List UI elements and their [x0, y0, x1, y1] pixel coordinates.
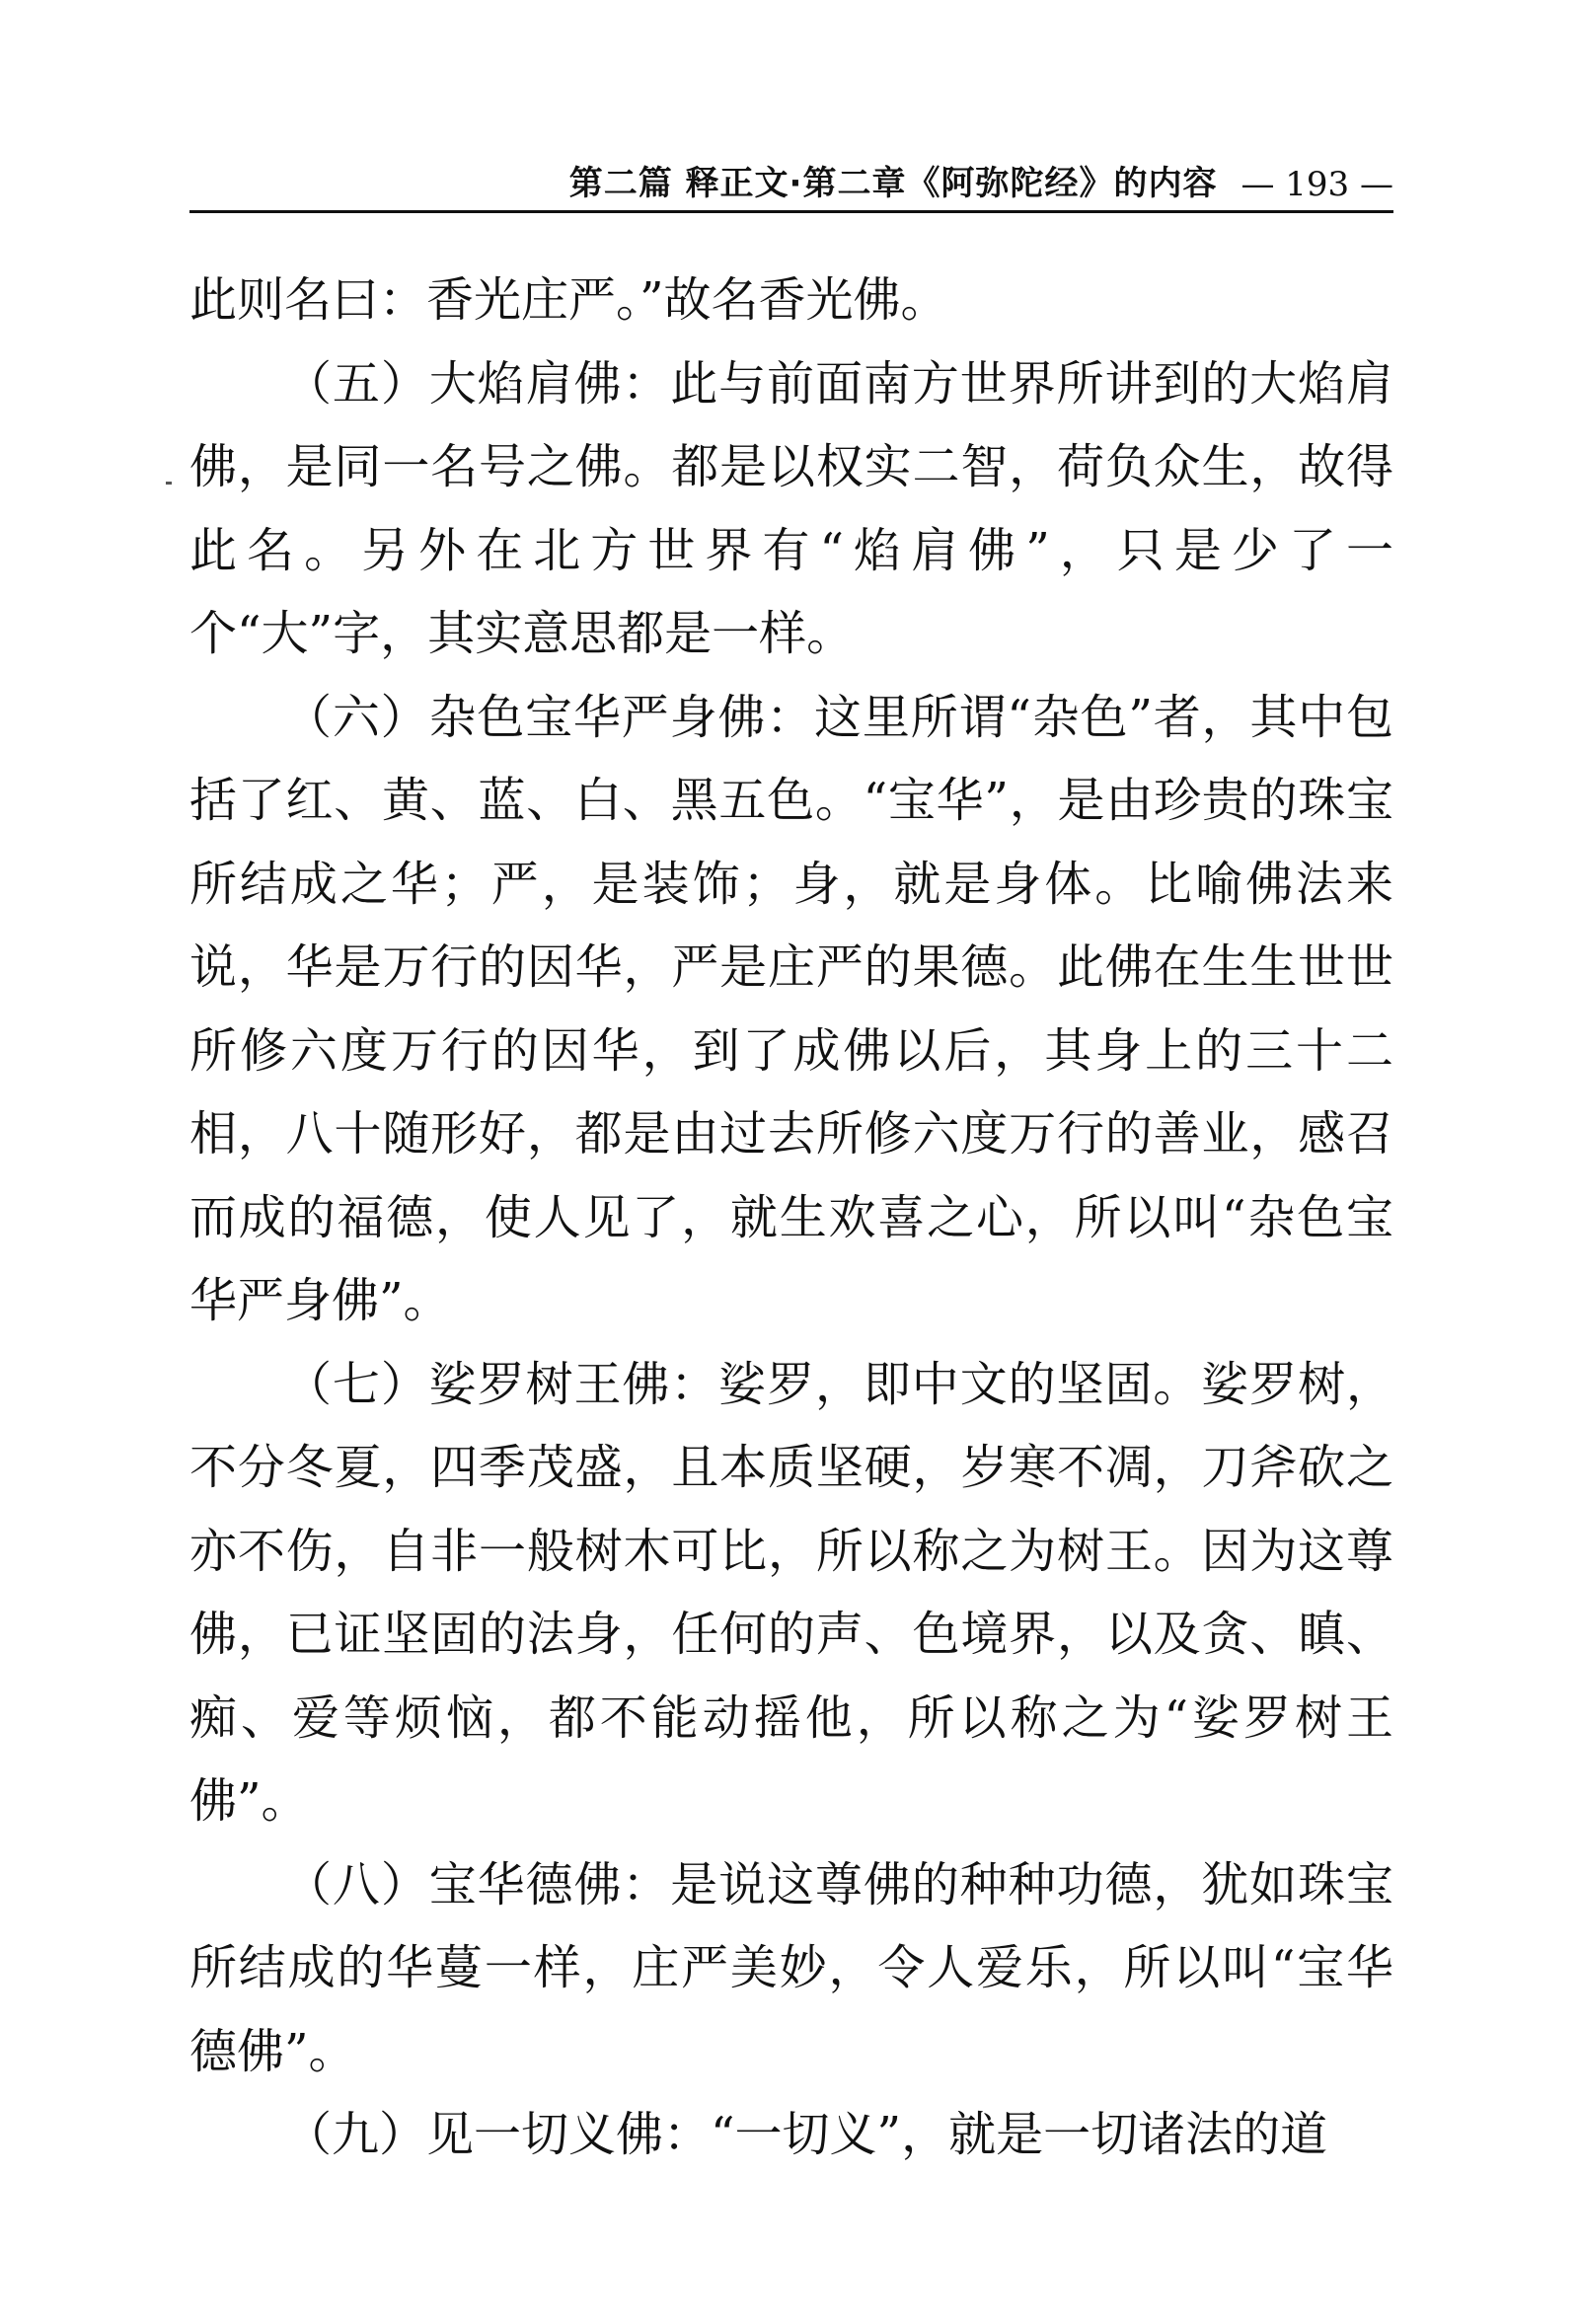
running-header — [189, 158, 1393, 213]
margin-mark — [166, 482, 172, 485]
page-number: — 193 — — [1241, 165, 1393, 204]
paragraph-6: （六）杂色宝华严身佛：这里所谓“杂色”者，其中包括了红、黄、蓝、白、黑五色。“宝华”，是由珍贵的珠宝所结成之华；严，是装饰；身，就是身体。比喻佛法来说，华是万行的因华，严是庄严的果德。此佛在生生世世所修六度万行的因华，到了成佛以后，其身上的三十二相，八十随形好，都是由过去所修六度万行的善业，感召而成的福德，使人见了，就生欢喜之心，所以叫“杂色宝华严身佛”。 — [189, 689, 1393, 1328]
paragraph-9: （九）见一切义佛：“一切义”，就是一切诸法的道 — [284, 2107, 1328, 2162]
paragraph-8: （八）宝华德佛：是说这尊佛的种种功德，犹如珠宝所结成的华蔓一样，庄严美妙，令人爱乐，所以叫“宝华德佛”。 — [189, 1856, 1393, 2079]
body-text — [189, 259, 1393, 2177]
paragraph-5: （五）大焰肩佛：此与前面南方世界所讲到的大焰肩佛，是同一名号之佛。都是以权实二智，荷负众生，故得此名。另外在北方世界有“焰肩佛”，只是少了一个“大”字，其实意思都是一样。 — [189, 355, 1393, 661]
paragraph-continued: 此则名曰：香光庄严。”故名香光佛。 — [189, 272, 948, 328]
paragraph-7: （七）娑罗树王佛：娑罗，即中文的坚固。娑罗树，不分冬夏，四季茂盛，且本质坚硬，岁寒不凋，刀斧砍之亦不伤，自非一般树木可比，所以称之为树王。因为这尊佛，已证坚固的法身，任何的声、色境界，以及贪、瞋、痴、爱等烦恼，都不能动摇他，所以称之为“娑罗树王佛”。 — [189, 1356, 1393, 1829]
chapter-title: 第二篇 释正文·第二章《阿弥陀经》的内容 — [568, 164, 1218, 203]
